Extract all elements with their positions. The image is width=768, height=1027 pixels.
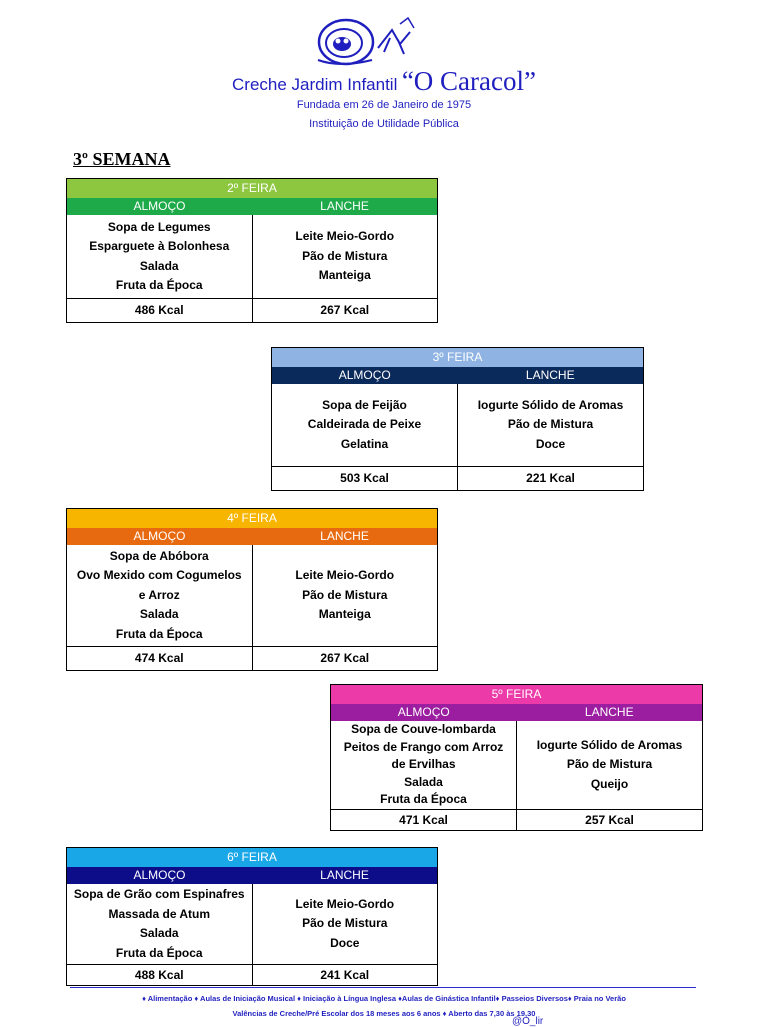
menu-item: Caldeirada de Peixe (307, 417, 422, 432)
footer-services: ♦ Alimentação ♦ Aulas de Iniciação Musical ♦ Iniciação à Língua Inglesa ♦Aulas de Ginástica Infantil♦ Passeios Diversos♦ Praia no Verão (142, 994, 626, 1003)
snack-items (457, 384, 643, 466)
lunch-header: ALMOÇO (133, 529, 186, 543)
menu-item: Salada (404, 774, 443, 789)
menu-item: Doce (330, 935, 360, 950)
column-headers (67, 867, 437, 884)
menu-item: Pão de Mistura (302, 587, 388, 602)
menu-body (272, 384, 643, 466)
day-header: 3º FEIRA (272, 348, 643, 367)
snack-header: LANCHE (320, 199, 369, 213)
kcal-row (272, 466, 643, 490)
school-name (0, 66, 768, 97)
school-name-caracol: “O Caracol” (401, 66, 536, 96)
menu-item: Sopa de Grão com Espinafres (73, 887, 245, 901)
menu-item: Peitos de Frango com Arroz (343, 739, 504, 754)
menu-item: Leite Meio-Gordo (295, 568, 395, 583)
menu-item: Leite Meio-Gordo (295, 896, 395, 911)
menu-item: Gelatina (340, 436, 389, 451)
menu-item: Queijo (590, 776, 629, 791)
lunch-kcal: 488 Kcal (134, 968, 184, 982)
day-header: 2º FEIRA (67, 179, 437, 198)
menu-item: Manteiga (318, 607, 371, 622)
snack-header: LANCHE (320, 868, 369, 882)
menu-item: Fruta da Época (115, 945, 203, 960)
menu-item: Pão de Mistura (566, 757, 653, 772)
lunch-kcal: 503 Kcal (340, 471, 389, 485)
menu-table-monday (66, 178, 438, 323)
snack-kcal: 241 Kcal (252, 965, 438, 985)
menu-table-wednesday (66, 508, 438, 671)
lunch-kcal: 486 Kcal (134, 303, 184, 317)
menu-body (331, 721, 702, 809)
menu-item: de Ervilhas (391, 757, 456, 772)
lunch-items (331, 721, 516, 809)
menu-item: Salada (139, 258, 179, 273)
snack-kcal: 267 Kcal (252, 647, 438, 670)
menu-item: Pão de Mistura (507, 417, 594, 432)
menu-item: Sopa de Couve-lombarda (351, 722, 496, 737)
menu-item: e Arroz (138, 587, 180, 602)
snack-items (252, 884, 438, 964)
menu-body (67, 215, 437, 298)
menu-item: Doce (535, 436, 566, 451)
snail-logo-icon (300, 10, 420, 70)
snack-items (516, 721, 702, 809)
lunch-items (67, 215, 252, 298)
lunch-kcal: 471 Kcal (399, 813, 448, 827)
menu-table-tuesday (271, 347, 644, 491)
kcal-row (67, 646, 437, 670)
day-header: 4º FEIRA (67, 509, 437, 528)
menu-table-thursday (330, 684, 703, 831)
menu-item: Salada (139, 607, 179, 622)
public-utility-status: Instituição de Utilidade Pública (309, 118, 459, 130)
lunch-items (67, 545, 252, 646)
kcal-row (331, 809, 702, 830)
menu-body (67, 545, 437, 646)
menu-item: Massada de Atum (108, 906, 211, 921)
snack-kcal: 221 Kcal (457, 467, 643, 490)
snack-kcal: 267 Kcal (252, 299, 438, 322)
snack-items (252, 545, 438, 646)
column-headers (67, 528, 437, 545)
lunch-kcal: 474 Kcal (134, 651, 184, 665)
menu-item: Sopa de Feijão (322, 397, 407, 412)
lunch-header: ALMOÇO (338, 368, 391, 382)
lunch-header: ALMOÇO (397, 705, 450, 719)
menu-item: Pão de Mistura (302, 248, 388, 263)
lunch-header: ALMOÇO (133, 199, 186, 213)
footer-divider (70, 987, 696, 988)
school-name-main: Creche Jardim Infantil (232, 75, 398, 94)
snack-kcal: 257 Kcal (516, 810, 702, 830)
column-headers (67, 198, 437, 215)
footer-hours: Valências de Creche/Pré Escolar dos 18 meses aos 6 anos ♦ Aberto das 7,30 às 19,30 (232, 1009, 536, 1018)
menu-item: Fruta da Época (115, 278, 203, 292)
menu-item: Pão de Mistura (302, 916, 388, 931)
menu-item: Iogurte Sólido de Aromas (536, 737, 683, 752)
day-header: 6º FEIRA (67, 848, 437, 867)
footer-contact: @O_lir (512, 1016, 544, 1027)
menu-item: Esparguete à Bolonhesa (89, 239, 230, 253)
snack-items (252, 215, 438, 298)
snack-header: LANCHE (525, 368, 575, 382)
lunch-items (67, 884, 252, 964)
snack-header: LANCHE (584, 705, 634, 719)
kcal-row (67, 964, 437, 985)
menu-item: Leite Meio-Gordo (295, 229, 395, 244)
menu-item: Fruta da Época (115, 626, 203, 641)
column-headers (272, 367, 643, 384)
menu-item: Salada (139, 926, 179, 940)
day-header: 5º FEIRA (331, 685, 702, 704)
menu-item: Ovo Mexido com Cogumelos (76, 568, 242, 583)
menu-item: Sopa de Abóbora (109, 548, 209, 563)
menu-table-friday (66, 847, 438, 986)
lunch-items (272, 384, 457, 466)
menu-item: Sopa de Legumes (107, 219, 211, 234)
menu-item: Fruta da Época (380, 792, 467, 807)
week-title: 3º SEMANA (73, 149, 171, 169)
kcal-row (67, 298, 437, 322)
founded-date: Fundada em 26 de Janeiro de 1975 (296, 99, 472, 111)
snack-header: LANCHE (320, 529, 369, 543)
menu-body (67, 884, 437, 964)
column-headers (331, 704, 702, 721)
menu-item: Iogurte Sólido de Aromas (477, 397, 624, 412)
menu-item: Manteiga (318, 268, 371, 283)
lunch-header: ALMOÇO (133, 868, 186, 882)
